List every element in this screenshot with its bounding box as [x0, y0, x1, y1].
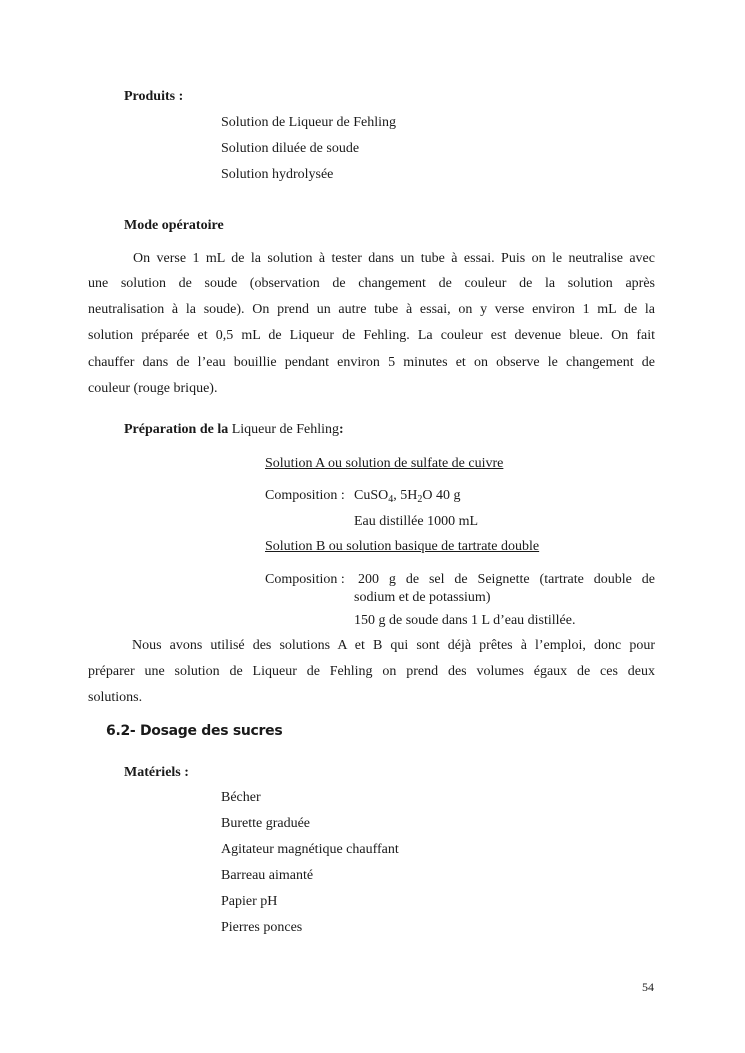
produit-item: Solution hydrolysée: [221, 167, 334, 182]
preparation-heading-bold: Préparation de la: [124, 422, 229, 437]
nous-line: Nous avons utilisé des solutions A et B qui sont déjà prêtes à l’emploi, donc pour: [132, 638, 655, 653]
composition-b-label: Composition :: [265, 572, 345, 587]
composition-b-line: 200 g de sel de Seignette (tartrate double de: [358, 572, 655, 587]
cuso-subscript: 4: [388, 494, 394, 505]
h2o-post: O 40 g: [422, 488, 461, 503]
nous-line: préparer une solution de Liqueur de Fehling on prend des volumes égaux de ces deux: [88, 664, 655, 679]
produit-item: Solution diluée de soude: [221, 141, 360, 156]
mode-line: une solution de soude (observation de changement de couleur de la solution après: [88, 276, 655, 291]
mode-line: solution préparée et 0,5 mL de Liqueur de Fehling. La couleur est devenue bleue. On fait: [88, 328, 655, 343]
mode-line: On verse 1 mL de la solution à tester dans un tube à essai. Puis on le neutralise avec: [133, 251, 655, 266]
mode-line: neutralisation à la soude). On prend un autre tube à essai, on y verse environ 1 mL de la: [88, 302, 655, 317]
cuso-text: CuSO: [354, 488, 389, 503]
preparation-heading: [124, 422, 344, 438]
produits-heading: Produits :: [124, 89, 184, 104]
composition-b-line: sodium et de potassium): [354, 590, 491, 605]
mode-line: couleur (rouge brique).: [88, 381, 218, 396]
composition-a-label: Composition :: [265, 488, 345, 503]
mode-heading: Mode opératoire: [124, 218, 224, 233]
produit-item: Solution de Liqueur de Fehling: [221, 115, 396, 130]
preparation-heading-colon: :: [339, 422, 344, 437]
solution-b-title: Solution B ou solution basique de tartrate double: [265, 539, 540, 554]
nous-line: solutions.: [88, 690, 143, 705]
h2o-subscript: 2: [417, 494, 423, 505]
materiel-item: Burette graduée: [221, 816, 311, 831]
composition-a-formula: [354, 488, 460, 504]
materiel-item: Papier pH: [221, 894, 278, 909]
composition-b-line: 150 g de soude dans 1 L d’eau distillée.: [354, 613, 576, 628]
materiels-heading: Matériels :: [124, 765, 189, 780]
h2o-pre: , 5H: [393, 488, 418, 503]
materiel-item: Agitateur magnétique chauffant: [221, 842, 399, 857]
preparation-heading-normal: Liqueur de Fehling: [231, 422, 340, 437]
solution-a-title: Solution A ou solution de sulfate de cuivre: [265, 456, 504, 471]
mode-line: chauffer dans de l’eau bouillie pendant environ 5 minutes et on observe le changement de: [88, 355, 655, 370]
composition-a-water: Eau distillée 1000 mL: [354, 514, 479, 529]
materiel-item: Barreau aimanté: [221, 868, 314, 883]
section-title: 6.2- Dosage des sucres: [106, 723, 283, 739]
materiel-item: Pierres ponces: [221, 920, 303, 935]
materiel-item: Bécher: [221, 790, 261, 805]
page-number: 54: [642, 980, 654, 994]
